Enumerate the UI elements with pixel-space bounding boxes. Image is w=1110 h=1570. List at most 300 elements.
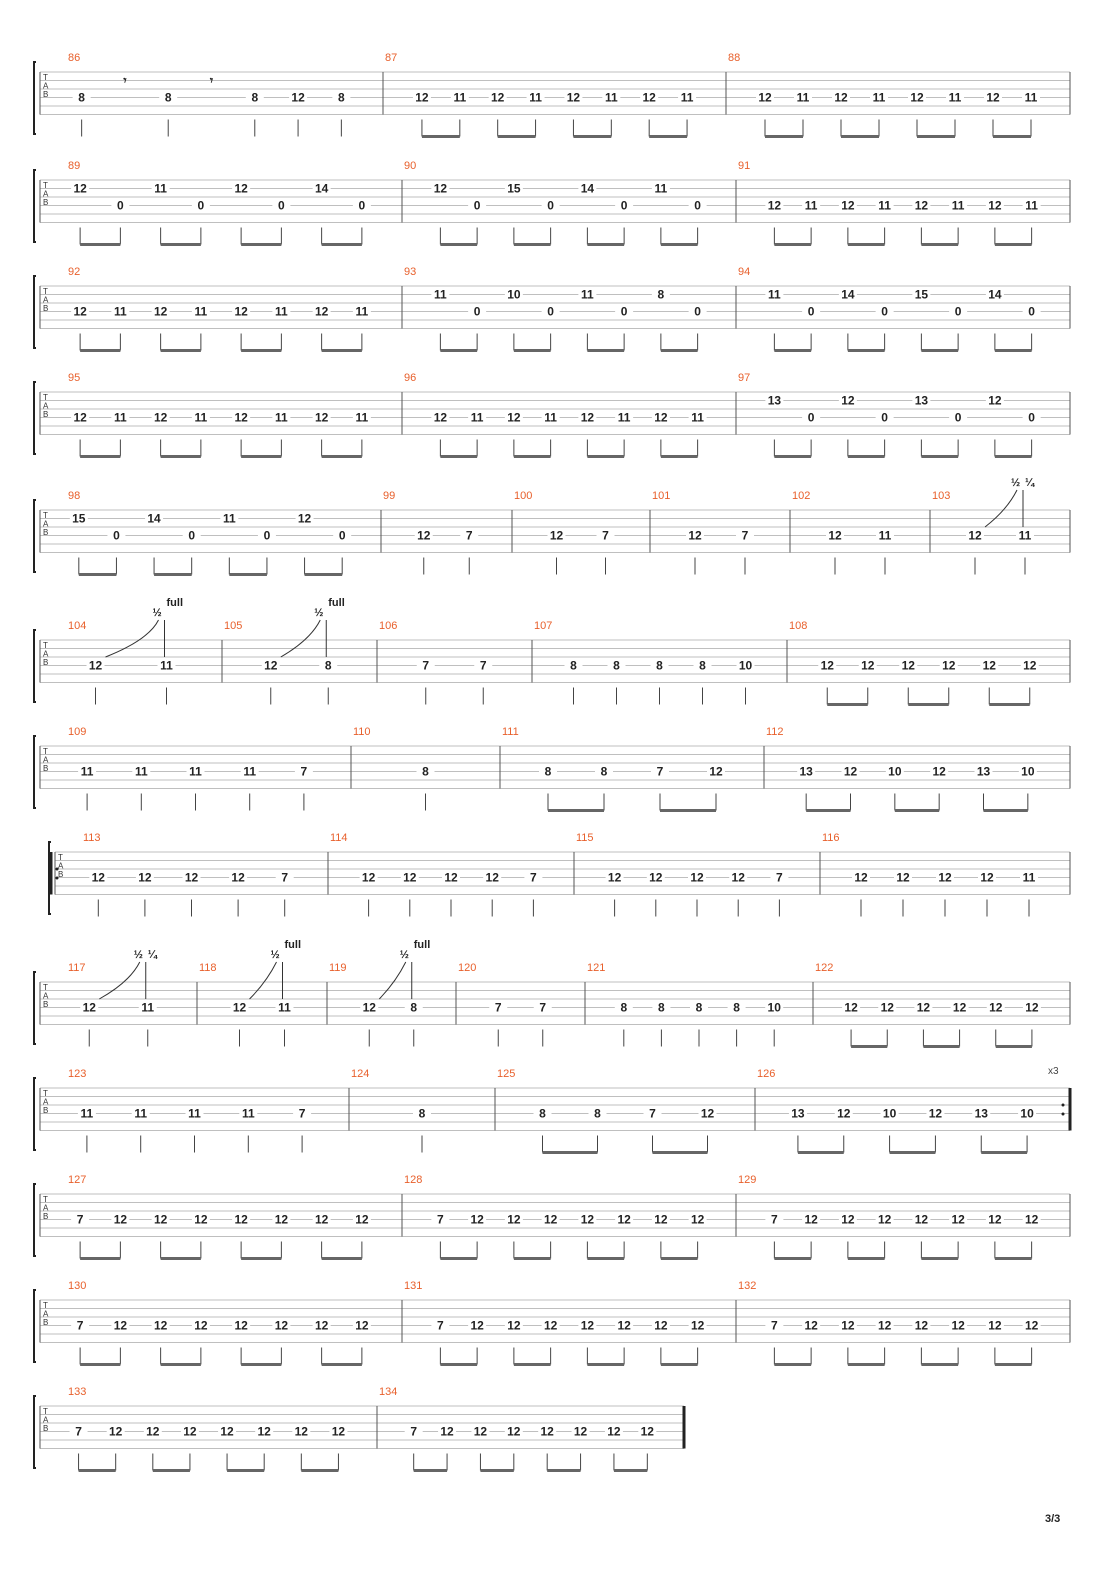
fret-number: 12 <box>507 410 521 425</box>
fret-number: 12 <box>654 1318 668 1333</box>
fret-number: 12 <box>294 1424 308 1439</box>
measure-number: 129 <box>738 1174 757 1186</box>
fret-number: 0 <box>547 198 554 213</box>
measure-number: 113 <box>83 832 101 844</box>
fret-number: 12 <box>234 410 248 425</box>
fret-number: 8 <box>418 1106 426 1121</box>
fret-number: 0 <box>117 198 124 213</box>
system-brace <box>34 382 36 454</box>
bend-amount: ½ <box>399 949 409 961</box>
tab-system <box>49 832 1070 917</box>
fret-number: 13 <box>976 764 991 779</box>
measure-number: 91 <box>738 160 751 172</box>
measure-number: 104 <box>68 620 87 632</box>
fret-number: 0 <box>694 198 701 213</box>
measure <box>792 490 894 575</box>
fret-number: 12 <box>184 870 199 885</box>
fret-number: 11 <box>872 90 886 105</box>
measure <box>815 962 1041 1047</box>
measure <box>652 490 754 575</box>
tab-system <box>34 597 1070 705</box>
measure-number: 102 <box>792 490 811 502</box>
fret-number: 8 <box>620 1000 628 1015</box>
tab-clef-letter: A <box>43 295 49 305</box>
fret-number: 12 <box>988 1318 1002 1333</box>
measure-number: 97 <box>738 372 751 384</box>
tab-system <box>34 266 1070 351</box>
fret-number: 12 <box>709 764 723 779</box>
bend-amount: ½ <box>133 949 143 961</box>
tab-clef-letter: A <box>58 861 64 871</box>
system-brace <box>34 500 36 572</box>
tab-clef-letter: T <box>58 853 63 862</box>
fret-number: 11 <box>355 410 369 425</box>
fret-number: 12 <box>654 410 668 425</box>
bend-amount: full <box>166 597 183 609</box>
fret-number: 12 <box>138 870 152 885</box>
fret-number: 12 <box>844 1000 858 1015</box>
fret-number: 11 <box>768 287 781 302</box>
fret-number: 11 <box>654 181 668 196</box>
bend-arrow <box>379 962 406 999</box>
fret-number: 0 <box>881 410 888 425</box>
fret-number: 12 <box>988 393 1002 408</box>
fret-number: 8 <box>251 90 259 105</box>
fret-number: 12 <box>507 1212 521 1227</box>
measure <box>329 939 430 1047</box>
measure <box>404 372 707 457</box>
measure-number: 89 <box>68 160 81 172</box>
tab-clef-letter: B <box>43 1318 49 1327</box>
tab-system <box>34 1280 1070 1365</box>
measure-number: 101 <box>652 490 671 502</box>
fret-number: 11 <box>680 90 694 105</box>
measure <box>83 832 294 917</box>
fret-number: 12 <box>901 658 915 673</box>
fret-number: 13 <box>791 1106 805 1121</box>
fret-number: 12 <box>841 198 855 213</box>
tab-system <box>34 1174 1070 1259</box>
measure-number: 111 <box>502 726 519 738</box>
tab-clef-letter: B <box>43 304 49 313</box>
fret-number: 12 <box>264 658 278 673</box>
fret-number: 10 <box>888 764 902 779</box>
fret-number: 12 <box>988 198 1002 213</box>
fret-number: 12 <box>1024 1212 1039 1227</box>
fret-number: 7 <box>649 1106 656 1121</box>
fret-number: 13 <box>799 764 813 779</box>
measure <box>379 620 492 705</box>
fret-number: 12 <box>617 1318 631 1333</box>
tab-clef-letter: A <box>43 1415 49 1425</box>
fret-number: 12 <box>986 90 1000 105</box>
fret-number: 7 <box>602 528 609 543</box>
measure <box>68 597 183 705</box>
fret-number: 11 <box>278 1000 291 1015</box>
fret-number: 11 <box>804 198 818 213</box>
fret-number: 12 <box>88 658 103 673</box>
fret-number: 12 <box>355 1318 369 1333</box>
fret-number: 12 <box>232 1000 247 1015</box>
fret-number: 0 <box>263 528 271 543</box>
fret-number: 14 <box>988 287 1002 302</box>
tab-system <box>34 939 1070 1047</box>
measure-number: 105 <box>224 620 243 632</box>
fret-number: 13 <box>767 393 782 408</box>
fret-number: 12 <box>951 1212 965 1227</box>
fret-number: 12 <box>444 870 458 885</box>
measure-number: 118 <box>199 962 217 974</box>
fret-number: 12 <box>109 1424 123 1439</box>
bend-arrow <box>106 620 159 657</box>
fret-number: 12 <box>932 764 946 779</box>
measure <box>68 160 371 245</box>
fret-number: 11 <box>189 764 202 779</box>
fret-number: 12 <box>841 1318 855 1333</box>
fret-number: 12 <box>91 870 105 885</box>
fret-number: 12 <box>566 90 581 105</box>
fret-number: 7 <box>530 870 537 885</box>
measure <box>330 832 542 917</box>
fret-number: 11 <box>1022 870 1036 885</box>
fret-number: 7 <box>771 1318 778 1333</box>
measure-number: 121 <box>587 962 606 974</box>
system-brace <box>34 62 36 134</box>
fret-number: 11 <box>188 1106 201 1121</box>
fret-number: 12 <box>843 764 858 779</box>
fret-number: 12 <box>234 304 248 319</box>
fret-number: 8 <box>410 1000 418 1015</box>
fret-number: 12 <box>257 1424 271 1439</box>
tab-clef-letter: T <box>43 641 48 650</box>
page-number: 3/3 <box>1045 1513 1061 1525</box>
tab-clef-letter: B <box>43 410 49 419</box>
fret-number: 12 <box>982 658 996 673</box>
tab-clef-letter: A <box>43 649 49 659</box>
fret-number: 0 <box>954 304 962 319</box>
fret-number: 12 <box>649 870 663 885</box>
measure-number: 130 <box>68 1280 87 1292</box>
measure-number: 120 <box>458 962 477 974</box>
system-brace <box>34 972 36 1044</box>
fret-number: 14 <box>314 181 329 196</box>
fret-number: 12 <box>543 1318 558 1333</box>
fret-number: 12 <box>234 1318 248 1333</box>
fret-number: 7 <box>741 528 749 543</box>
bend-amount: ½ <box>270 949 280 961</box>
fret-number: 12 <box>988 1212 1002 1227</box>
measure <box>514 490 615 575</box>
fret-number: 11 <box>194 304 208 319</box>
fret-number: 11 <box>134 764 148 779</box>
bend-amount: ½ <box>314 607 324 619</box>
tab-system <box>34 726 1070 811</box>
fret-number: 12 <box>916 1000 931 1015</box>
tab-system <box>34 160 1070 245</box>
fret-number: 12 <box>910 90 924 105</box>
fret-number: 11 <box>194 410 208 425</box>
fret-number: 12 <box>928 1106 943 1121</box>
measure <box>383 490 478 575</box>
fret-number: 0 <box>881 304 888 319</box>
fret-number: 11 <box>581 287 594 302</box>
fret-number: 12 <box>146 1424 160 1439</box>
measure <box>404 1174 707 1259</box>
measure-number: 114 <box>330 832 348 844</box>
fret-number: 0 <box>1028 304 1035 319</box>
fret-number: 10 <box>1020 1106 1034 1121</box>
fret-number: 12 <box>573 1424 588 1439</box>
measure-number: 108 <box>789 620 808 632</box>
fret-number: 12 <box>73 410 87 425</box>
fret-number: 12 <box>331 1424 346 1439</box>
fret-number: 0 <box>358 198 366 213</box>
fret-number: 12 <box>507 1318 521 1333</box>
measure <box>458 962 552 1047</box>
measure <box>68 1068 311 1153</box>
fret-number: 8 <box>613 658 620 673</box>
measure-number: 110 <box>353 726 371 738</box>
fret-number: 14 <box>147 511 161 526</box>
measure <box>576 832 788 917</box>
measure <box>497 1068 717 1153</box>
bend-amount: ¼ <box>147 949 157 961</box>
measure <box>738 372 1041 457</box>
fret-number: 7 <box>422 658 430 673</box>
measure-number: 103 <box>932 490 951 502</box>
measure <box>68 490 351 575</box>
tab-clef-letter: B <box>43 1000 49 1009</box>
fret-number: 11 <box>691 410 704 425</box>
bend-arrow <box>250 962 277 999</box>
tab-clef-letter: A <box>43 991 49 1001</box>
fret-number: 8 <box>733 1000 740 1015</box>
fret-number: 8 <box>539 1106 546 1121</box>
fret-number: 8 <box>699 658 706 673</box>
fret-number: 12 <box>540 1424 554 1439</box>
measure-number: 88 <box>728 52 741 64</box>
fret-number: 12 <box>274 1318 289 1333</box>
fret-number: 11 <box>243 764 257 779</box>
measure <box>502 726 725 811</box>
fret-number: 12 <box>642 90 656 105</box>
fret-number: 12 <box>834 90 848 105</box>
system-brace <box>34 1396 36 1468</box>
tab-clef-letter: T <box>43 1089 48 1098</box>
fret-number: 12 <box>1023 658 1037 673</box>
tab-system <box>34 1386 684 1471</box>
fret-number: 0 <box>807 304 815 319</box>
fret-number: 12 <box>804 1212 818 1227</box>
measure <box>353 726 435 811</box>
fret-number: 12 <box>314 410 329 425</box>
fret-number: 12 <box>291 90 305 105</box>
bend-arrow <box>281 620 321 657</box>
measure-number: 128 <box>404 1174 423 1186</box>
fret-number: 12 <box>968 528 982 543</box>
fret-number: 12 <box>861 658 875 673</box>
tab-clef-letter: T <box>43 511 48 520</box>
measure-number: 132 <box>738 1280 757 1292</box>
fret-number: 12 <box>355 1212 369 1227</box>
fret-number: 12 <box>989 1000 1003 1015</box>
tab-clef-letter: T <box>43 1407 48 1416</box>
fret-number: 11 <box>604 90 618 105</box>
fret-number: 11 <box>241 1106 255 1121</box>
fret-number: 11 <box>114 410 127 425</box>
system-brace <box>34 276 36 348</box>
fret-number: 12 <box>767 198 782 213</box>
fret-number: 11 <box>544 410 557 425</box>
fret-number: 12 <box>403 870 417 885</box>
tab-system <box>34 477 1070 575</box>
fret-number: 12 <box>1025 1000 1039 1015</box>
fret-number: 0 <box>547 304 554 319</box>
fret-number: 12 <box>841 393 855 408</box>
measure <box>68 52 350 137</box>
tab-clef-letter: A <box>43 81 49 91</box>
measure-number: 92 <box>68 266 81 278</box>
tab-clef-letter: T <box>43 1195 48 1204</box>
fret-number: 11 <box>80 764 94 779</box>
fret-number: 12 <box>231 870 245 885</box>
fret-number: 12 <box>877 1212 892 1227</box>
fret-number: 0 <box>473 304 481 319</box>
tab-system <box>34 1066 1070 1153</box>
fret-number: 8 <box>78 90 85 105</box>
fret-number: 15 <box>914 287 929 302</box>
fret-number: 11 <box>878 528 892 543</box>
measure <box>385 52 696 137</box>
fret-number: 12 <box>314 304 329 319</box>
measure-number: 106 <box>379 620 398 632</box>
fret-number: 12 <box>758 90 772 105</box>
fret-number: 12 <box>607 870 622 885</box>
bend-amount: full <box>284 939 301 951</box>
fret-number: 12 <box>914 1318 929 1333</box>
measure-number: 112 <box>766 726 784 738</box>
fret-number: 8 <box>422 764 429 779</box>
fret-number: 12 <box>433 181 448 196</box>
fret-number: 12 <box>194 1212 208 1227</box>
fret-number: 11 <box>617 410 631 425</box>
fret-number: 11 <box>160 658 173 673</box>
measure-number: 123 <box>68 1068 87 1080</box>
fret-number: 14 <box>841 287 855 302</box>
fret-number: 11 <box>1024 90 1038 105</box>
fret-number: 13 <box>914 393 929 408</box>
tab-clef-letter: A <box>43 1097 49 1107</box>
repeat-dot <box>56 868 59 871</box>
tab-system <box>34 372 1070 457</box>
fret-number: 12 <box>690 870 704 885</box>
fret-number: 11 <box>134 1106 148 1121</box>
measure <box>932 477 1035 575</box>
system-brace <box>34 1184 36 1256</box>
rest-symbol: 𝄾 <box>209 73 214 88</box>
tab-system <box>34 52 1070 137</box>
fret-number: 12 <box>314 1212 329 1227</box>
measure-number: 131 <box>404 1280 423 1292</box>
system-brace <box>34 736 36 808</box>
measure <box>199 939 301 1047</box>
fret-number: 11 <box>948 90 962 105</box>
measure <box>379 1386 656 1471</box>
system-brace <box>34 1078 36 1150</box>
fret-number: 12 <box>473 1424 488 1439</box>
fret-number: 12 <box>549 528 564 543</box>
fret-number: 11 <box>434 287 447 302</box>
measure-number: 87 <box>385 52 398 64</box>
fret-number: 12 <box>543 1212 558 1227</box>
fret-number: 7 <box>465 528 473 543</box>
fret-number: 10 <box>767 1000 781 1015</box>
tab-clef-letter: T <box>43 181 48 190</box>
tab-clef-letter: B <box>43 198 49 207</box>
fret-number: 12 <box>415 90 429 105</box>
fret-number: 0 <box>473 198 481 213</box>
measure-number: 99 <box>383 490 396 502</box>
measure <box>728 52 1040 137</box>
fret-number: 11 <box>470 410 484 425</box>
fret-number: 12 <box>440 1424 454 1439</box>
fret-number: 12 <box>880 1000 894 1015</box>
measure-number: 90 <box>404 160 417 172</box>
fret-number: 7 <box>539 1000 547 1015</box>
measure <box>822 832 1038 917</box>
fret-number: 15 <box>507 181 521 196</box>
measure <box>587 962 783 1047</box>
measure <box>68 372 371 457</box>
fret-number: 7 <box>76 1318 84 1333</box>
rest-symbol: 𝄾 <box>123 73 127 88</box>
fret-number: 11 <box>878 198 891 213</box>
fret-number: 12 <box>220 1424 234 1439</box>
fret-number: 8 <box>657 287 665 302</box>
fret-number: 7 <box>494 1000 502 1015</box>
fret-number: 12 <box>980 870 994 885</box>
fret-number: 8 <box>544 764 552 779</box>
fret-number: 12 <box>113 1318 128 1333</box>
tab-clef-letter: T <box>43 1301 48 1310</box>
fret-number: 11 <box>114 304 127 319</box>
bend-amount: ¼ <box>1025 477 1035 489</box>
fret-number: 0 <box>278 198 285 213</box>
tab-clef-letter: B <box>43 658 49 667</box>
fret-number: 7 <box>76 1212 84 1227</box>
fret-number: 8 <box>324 658 332 673</box>
measure-number: 86 <box>68 52 81 64</box>
system-brace <box>34 1290 36 1362</box>
fret-number: 12 <box>951 1318 965 1333</box>
fret-number: 12 <box>914 1212 929 1227</box>
fret-number: 11 <box>453 90 467 105</box>
fret-number: 7 <box>479 658 487 673</box>
fret-number: 7 <box>437 1212 444 1227</box>
fret-number: 7 <box>656 764 664 779</box>
fret-number: 12 <box>828 528 842 543</box>
measure <box>738 1174 1041 1259</box>
fret-number: 12 <box>580 1212 595 1227</box>
fret-number: 12 <box>617 1212 631 1227</box>
fret-number: 12 <box>896 870 910 885</box>
bend-amount: ½ <box>1011 477 1021 489</box>
fret-number: 10 <box>507 287 521 302</box>
measure-number: 119 <box>329 962 347 974</box>
fret-number: 12 <box>485 870 499 885</box>
fret-number: 12 <box>640 1424 654 1439</box>
fret-number: 10 <box>1021 764 1035 779</box>
